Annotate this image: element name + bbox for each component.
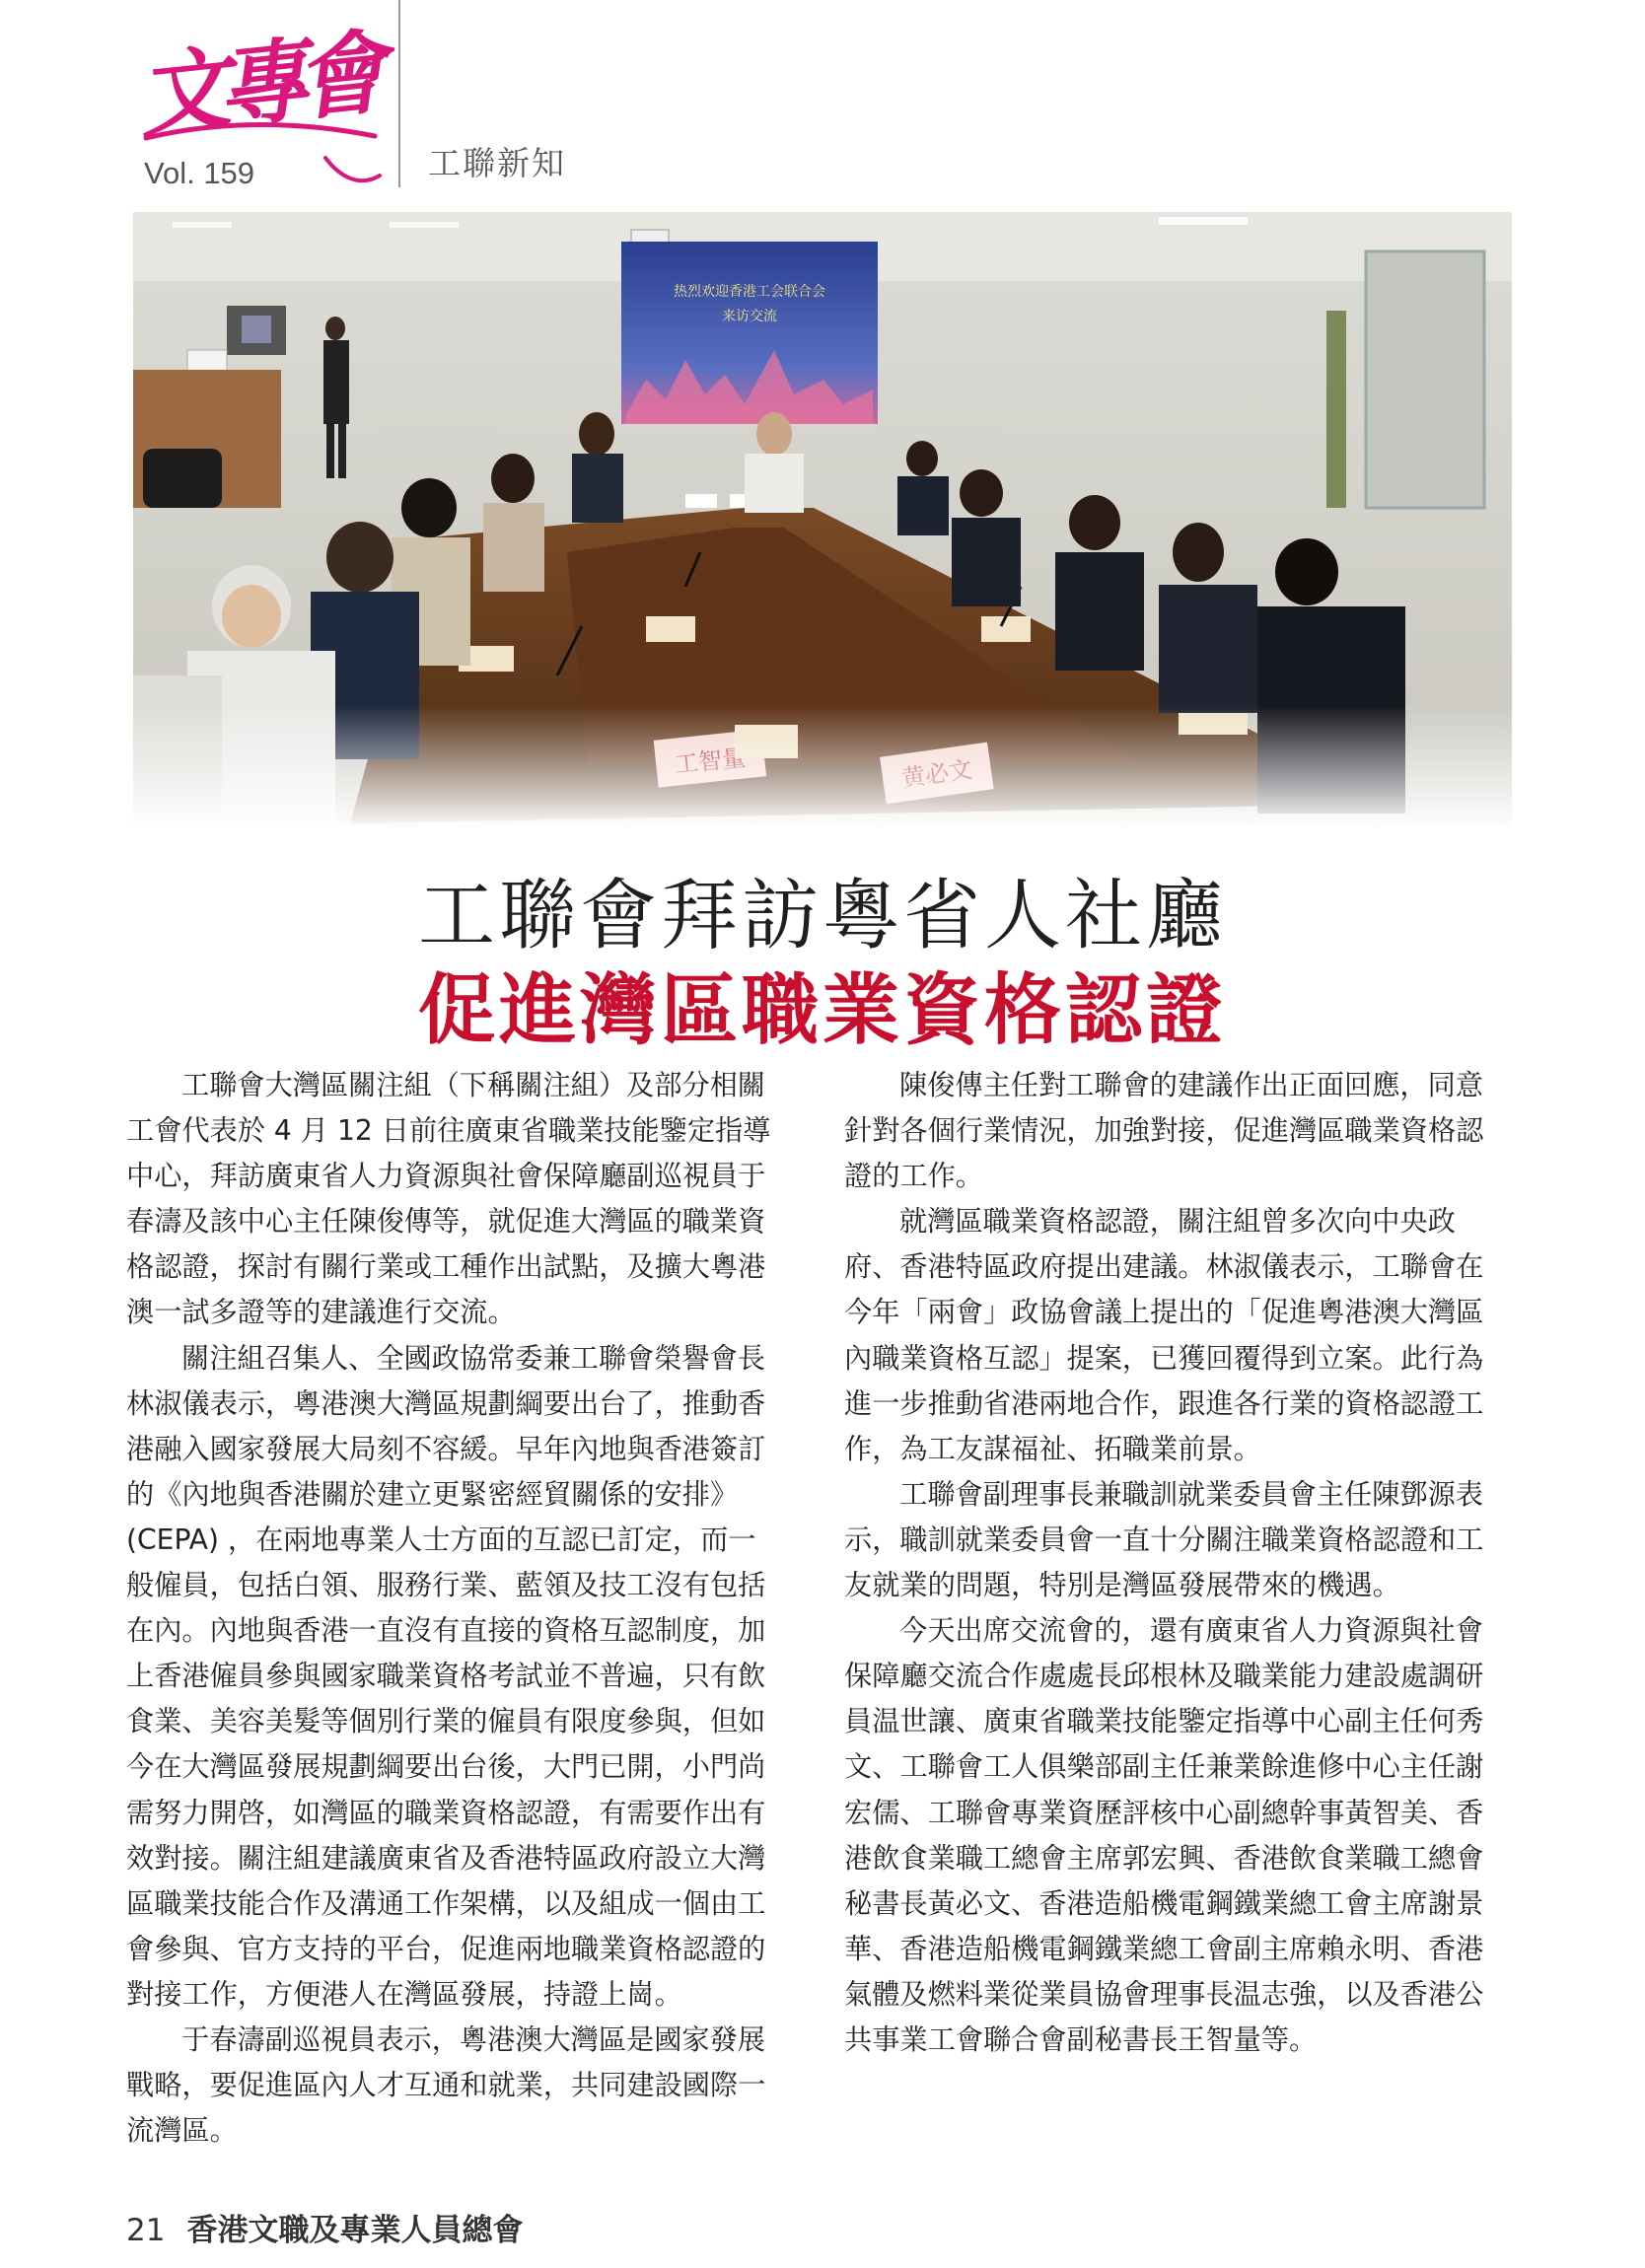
article-line: 格認證，探討有關行業或工種作出試點，及擴大粵港: [126, 1250, 766, 1284]
magazine-logo: [133, 19, 385, 197]
article-line: 澳一試多證等的建議進行交流。: [126, 1296, 516, 1329]
footer-organization: 香港文職及專業人員總會: [186, 2213, 524, 2248]
article-line: 共事業工會聯合會副秘書長王智量等。: [844, 2022, 1318, 2056]
article-line: 今天出席交流會的，還有廣東省人力資源與社會: [899, 1614, 1483, 1648]
article-title-line-2: 促進灣區職業資格認證: [417, 966, 1227, 1055]
section-name: 工聯新知: [428, 144, 566, 182]
article-line: 會參與、官方支持的平台，促進兩地職業資格認證的: [126, 1932, 766, 1965]
article-line: 流灣區。: [126, 2114, 238, 2148]
screen-subtitle: 来访交流: [722, 309, 777, 324]
page-footer: [126, 2205, 523, 2249]
article-line: 針對各個行業情況，加強對接，促進灣區職業資格認: [844, 1114, 1484, 1148]
article-line: 港飲食業職工總會主席郭宏興、香港飲食業職工總會: [844, 1841, 1484, 1875]
meeting-photo: [133, 212, 1512, 830]
article-line: 氣體及燃料業從業員協會理事長温志強，以及香港公: [844, 1977, 1484, 2011]
article-line: 林淑儀表示，粵港澳大灣區規劃綱要出台了，推動香: [126, 1386, 766, 1420]
article-line: 今在大灣區發展規劃綱要出台後，大門已開，小門尚: [126, 1750, 766, 1784]
article-line: 的《內地與香港關於建立更緊密經貿關係的安排》: [126, 1477, 739, 1511]
header-divider: [398, 0, 400, 187]
article-line: 秘書長黃必文、香港造船機電鋼鐵業總工會主席謝景: [844, 1886, 1484, 1920]
article-line: 關注組召集人、全國政協常委兼工聯會榮譽會長: [181, 1341, 765, 1375]
article-line: 工聯會大灣區關注組（下稱關注組）及部分相關: [181, 1069, 765, 1101]
article-line: 效對接。關注組建議廣東省及香港特區政府設立大灣: [126, 1841, 766, 1875]
article-line: 于春濤副巡視員表示，粵港澳大灣區是國家發展: [181, 2022, 765, 2056]
article-line: (CEPA) ，在兩地專業人士方面的互認已訂定，而一: [126, 1523, 756, 1556]
volume-label: Vol. 159: [144, 156, 255, 190]
article-line: 保障廳交流合作處處長邱根林及職業能力建設處調研: [844, 1660, 1484, 1693]
article-line: 華、香港造船機電鋼鐵業總工會副主席賴永明、香港: [844, 1932, 1484, 1965]
article-line: 春濤及該中心主任陳俊傳等，就促進大灣區的職業資: [126, 1205, 766, 1239]
article-title-line-1: 工聯會拜訪粵省人社廳: [417, 872, 1227, 960]
article-line: 區職業技能合作及溝通工作架構，以及組成一個由工: [126, 1886, 766, 1920]
page-number: 21: [126, 2213, 166, 2248]
logo-text: 文專會: [133, 19, 381, 151]
article-line: 陳俊傳主任對工聯會的建議作出正面回應，同意: [899, 1069, 1483, 1101]
article-line: 府、香港特區政府提出建議。林淑儀表示，工聯會在: [844, 1250, 1484, 1284]
article-line: 工會代表於 4 月 12 日前往廣東省職業技能鑒定指導: [126, 1114, 771, 1148]
article-line: 在內。內地與香港一直沒有直接的資格互認制度，加: [126, 1614, 766, 1648]
article-line: 食業、美容美髮等個別行業的僱員有限度參與，但如: [126, 1705, 766, 1738]
article-line: 進一步推動省港兩地合作，跟進各行業的資格認證工: [844, 1386, 1484, 1420]
article-line: 內職業資格互認」提案，已獲回覆得到立案。此行為: [844, 1341, 1484, 1375]
article-line: 示，職訓就業委員會一直十分關注職業資格認證和工: [844, 1523, 1484, 1556]
meeting-photo-image: [133, 212, 1512, 830]
article-line: 證的工作。: [844, 1160, 983, 1193]
article-line: 般僱員，包括白領、服務行業、藍領及技工沒有包括: [126, 1569, 766, 1602]
article-line: 宏儒、工聯會專業資歷評核中心副總幹事黃智美、香: [844, 1796, 1484, 1829]
article-line: 中心，拜訪廣東省人力資源與社會保障廳副巡視員于: [126, 1160, 766, 1193]
article-line: 作，為工友謀福祉、拓職業前景。: [844, 1432, 1261, 1465]
article-line: 港融入國家發展大局刻不容緩。早年內地與香港簽訂: [126, 1432, 766, 1465]
article-column-left: [126, 1063, 805, 2154]
article-line: 就灣區職業資格認證，關注組曾多次向中央政: [899, 1205, 1456, 1239]
article-line: 上香港僱員參與國家職業資格考試並不普遍，只有飲: [126, 1660, 766, 1693]
article-line: 員温世讓、廣東省職業技能鑒定指導中心副主任何秀: [844, 1705, 1484, 1738]
article-line: 戰略，要促進區內人才互通和就業，共同建設國際一: [126, 2069, 766, 2102]
article-line: 友就業的問題，特別是灣區發展帶來的機遇。: [844, 1569, 1400, 1602]
article-line: 工聯會副理事長兼職訓就業委員會主任陳鄧源表: [899, 1477, 1483, 1511]
screen-title: 热烈欢迎香港工会联合会: [674, 284, 825, 300]
article-line: 今年「兩會」政協會議上提出的「促進粵港澳大灣區: [844, 1296, 1484, 1329]
article-line: 文、工聯會工人俱樂部副主任兼業餘進修中心主任謝: [844, 1750, 1484, 1784]
article-line: 需努力開啓，如灣區的職業資格認證，有需要作出有: [126, 1796, 766, 1829]
article-line: 對接工作，方便港人在灣區發展，持證上崗。: [126, 1977, 682, 2011]
article-column-right: [844, 1063, 1523, 2063]
